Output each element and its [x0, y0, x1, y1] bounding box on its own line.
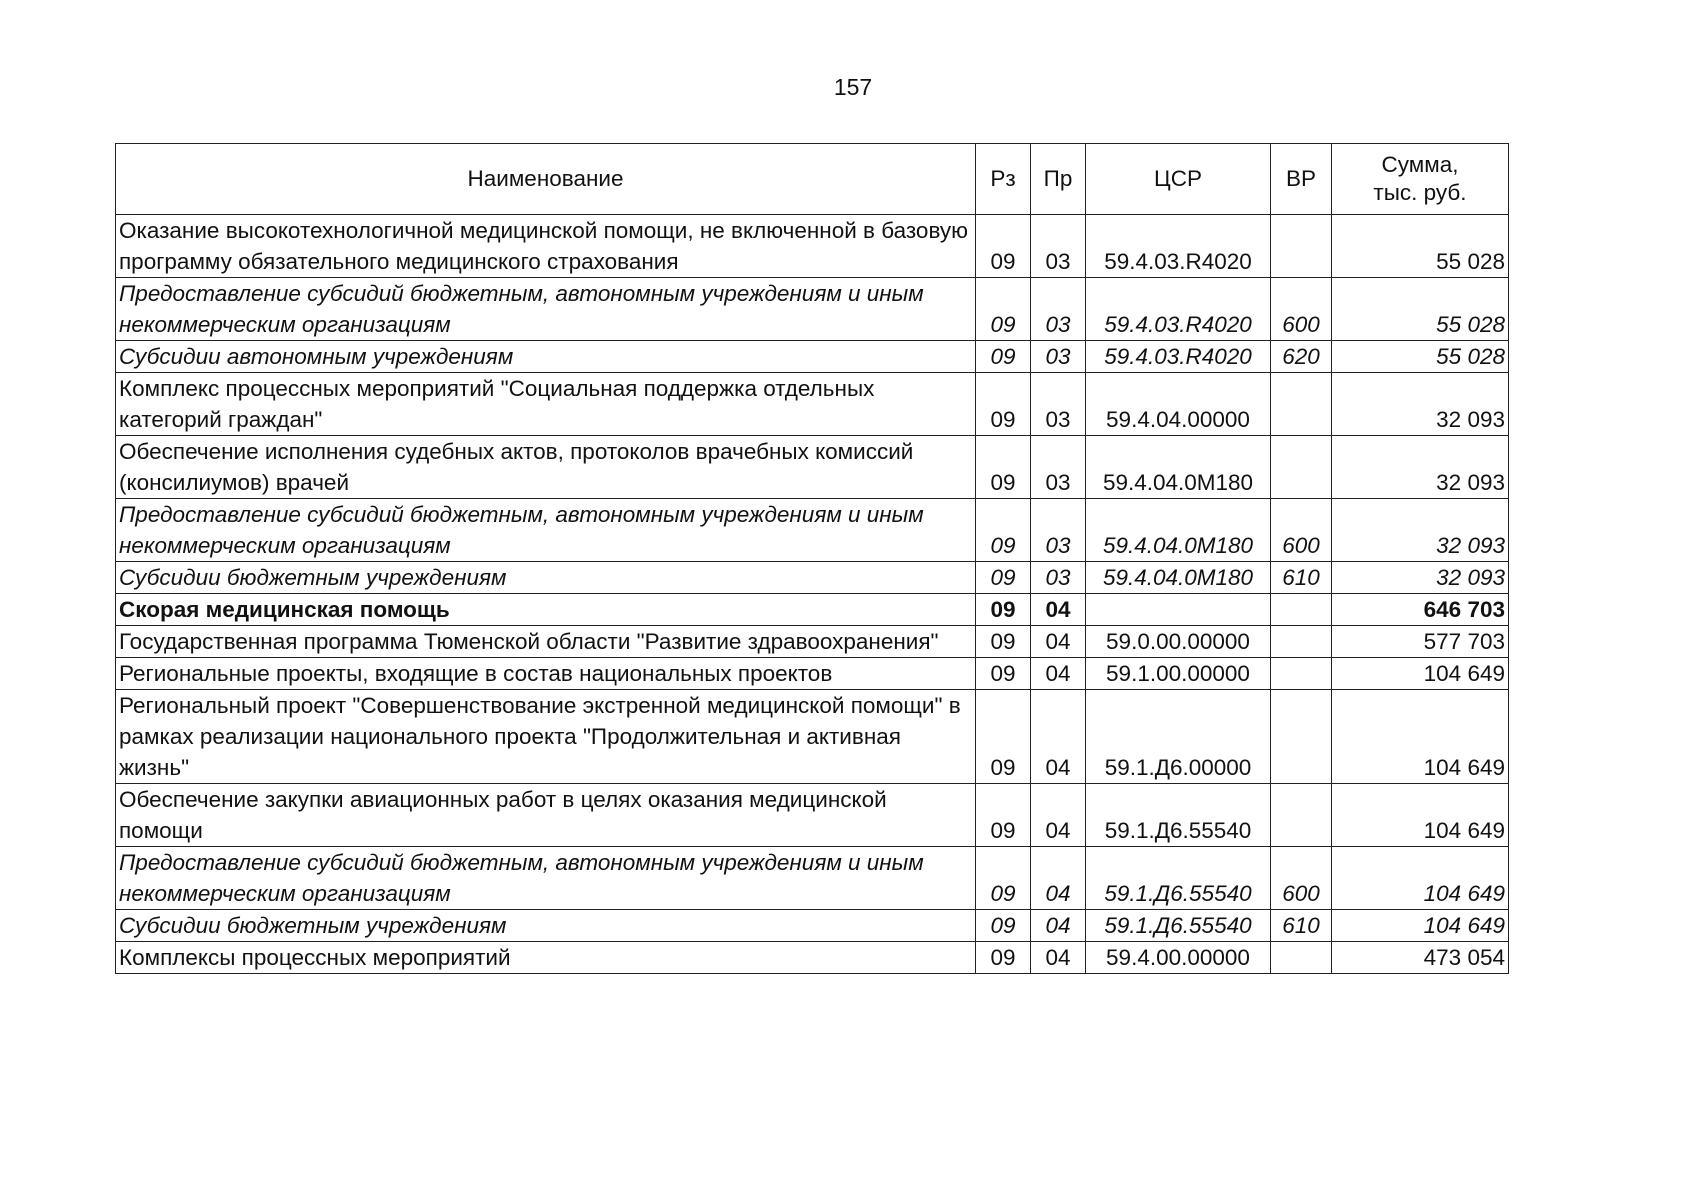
cell-vr — [1271, 594, 1332, 626]
table-row — [116, 562, 1509, 594]
cell-csr: 59.4.04.0М180 — [1086, 562, 1271, 594]
table-row — [116, 278, 1509, 341]
cell-rz: 09 — [976, 942, 1031, 974]
cell-pr: 04 — [1031, 658, 1086, 690]
table-row — [116, 499, 1509, 562]
table-row — [116, 373, 1509, 436]
cell-pr: 04 — [1031, 594, 1086, 626]
cell-name: Предоставление субсидий бюджетным, автономным учреждениям и иным некоммерческим организациям — [116, 499, 976, 562]
cell-rz: 09 — [976, 562, 1031, 594]
cell-sum: 55 028 — [1332, 341, 1509, 373]
cell-vr — [1271, 658, 1332, 690]
cell-pr: 03 — [1031, 278, 1086, 341]
table-row — [116, 341, 1509, 373]
cell-name: Скорая медицинская помощь — [116, 594, 976, 626]
cell-sum: 104 649 — [1332, 658, 1509, 690]
header-name: Наименование — [116, 144, 976, 215]
cell-vr: 610 — [1271, 562, 1332, 594]
cell-vr: 600 — [1271, 847, 1332, 910]
cell-sum: 55 028 — [1332, 215, 1509, 278]
cell-csr: 59.1.Д6.00000 — [1086, 690, 1271, 784]
cell-name: Субсидии бюджетным учреждениям — [116, 562, 976, 594]
table-header-row — [116, 144, 1509, 215]
cell-pr: 03 — [1031, 562, 1086, 594]
cell-pr: 04 — [1031, 784, 1086, 847]
cell-vr — [1271, 373, 1332, 436]
cell-csr: 59.4.03.R4020 — [1086, 278, 1271, 341]
table-row — [116, 658, 1509, 690]
cell-csr: 59.4.00.00000 — [1086, 942, 1271, 974]
header-sum-line1: Сумма, — [1381, 152, 1459, 177]
cell-name: Комплекс процессных мероприятий "Социальная поддержка отдельных категорий граждан" — [116, 373, 976, 436]
header-rz: Рз — [976, 144, 1031, 215]
cell-pr: 03 — [1031, 499, 1086, 562]
cell-pr: 03 — [1031, 215, 1086, 278]
table-row — [116, 436, 1509, 499]
cell-vr: 600 — [1271, 499, 1332, 562]
cell-rz: 09 — [976, 784, 1031, 847]
header-sum-line2: тыс. руб. — [1373, 180, 1467, 205]
table-row — [116, 942, 1509, 974]
cell-sum: 473 054 — [1332, 942, 1509, 974]
cell-name: Региональный проект "Совершенствование экстренной медицинской помощи" в рамках реализации национального проекта "Продолжительная и активная жизнь" — [116, 690, 976, 784]
cell-csr — [1086, 594, 1271, 626]
cell-name: Обеспечение закупки авиационных работ в целях оказания медицинской помощи — [116, 784, 976, 847]
cell-csr: 59.0.00.00000 — [1086, 626, 1271, 658]
cell-csr: 59.4.04.0М180 — [1086, 436, 1271, 499]
cell-pr: 04 — [1031, 942, 1086, 974]
cell-pr: 04 — [1031, 847, 1086, 910]
cell-name: Государственная программа Тюменской области "Развитие здравоохранения" — [116, 626, 976, 658]
cell-vr — [1271, 784, 1332, 847]
cell-name: Предоставление субсидий бюджетным, автономным учреждениям и иным некоммерческим организациям — [116, 278, 976, 341]
table-row — [116, 910, 1509, 942]
cell-rz: 09 — [976, 499, 1031, 562]
cell-vr — [1271, 436, 1332, 499]
budget-table — [115, 143, 1509, 974]
cell-csr: 59.4.03.R4020 — [1086, 215, 1271, 278]
cell-rz: 09 — [976, 594, 1031, 626]
cell-vr: 610 — [1271, 910, 1332, 942]
cell-name: Оказание высокотехнологичной медицинской помощи, не включенной в базовую программу обязательного медицинского страхования — [116, 215, 976, 278]
table-row — [116, 784, 1509, 847]
cell-csr: 59.1.00.00000 — [1086, 658, 1271, 690]
cell-pr: 04 — [1031, 626, 1086, 658]
cell-sum: 104 649 — [1332, 847, 1509, 910]
cell-rz: 09 — [976, 341, 1031, 373]
cell-pr: 04 — [1031, 910, 1086, 942]
cell-sum: 32 093 — [1332, 373, 1509, 436]
cell-vr: 620 — [1271, 341, 1332, 373]
header-sum — [1332, 144, 1509, 215]
cell-sum: 104 649 — [1332, 784, 1509, 847]
cell-csr: 59.1.Д6.55540 — [1086, 910, 1271, 942]
cell-name: Субсидии автономным учреждениям — [116, 341, 976, 373]
cell-sum: 32 093 — [1332, 436, 1509, 499]
cell-pr: 03 — [1031, 436, 1086, 499]
cell-csr: 59.4.04.00000 — [1086, 373, 1271, 436]
cell-rz: 09 — [976, 278, 1031, 341]
cell-rz: 09 — [976, 690, 1031, 784]
cell-sum: 577 703 — [1332, 626, 1509, 658]
cell-sum: 32 093 — [1332, 562, 1509, 594]
cell-vr — [1271, 942, 1332, 974]
cell-rz: 09 — [976, 910, 1031, 942]
cell-sum: 104 649 — [1332, 690, 1509, 784]
cell-csr: 59.4.03.R4020 — [1086, 341, 1271, 373]
cell-vr — [1271, 690, 1332, 784]
table-body — [116, 215, 1509, 974]
cell-name: Предоставление субсидий бюджетным, автономным учреждениям и иным некоммерческим организациям — [116, 847, 976, 910]
header-pr: Пр — [1031, 144, 1086, 215]
table-row — [116, 690, 1509, 784]
cell-pr: 03 — [1031, 373, 1086, 436]
table-row — [116, 594, 1509, 626]
cell-name: Обеспечение исполнения судебных актов, протоколов врачебных комиссий (консилиумов) врачей — [116, 436, 976, 499]
cell-rz: 09 — [976, 847, 1031, 910]
table-row — [116, 847, 1509, 910]
header-vr: ВР — [1271, 144, 1332, 215]
cell-name: Региональные проекты, входящие в состав национальных проектов — [116, 658, 976, 690]
cell-sum: 104 649 — [1332, 910, 1509, 942]
cell-pr: 03 — [1031, 341, 1086, 373]
cell-sum: 32 093 — [1332, 499, 1509, 562]
table-row — [116, 215, 1509, 278]
cell-vr — [1271, 215, 1332, 278]
cell-name: Субсидии бюджетным учреждениям — [116, 910, 976, 942]
cell-rz: 09 — [976, 215, 1031, 278]
header-csr: ЦСР — [1086, 144, 1271, 215]
cell-name: Комплексы процессных мероприятий — [116, 942, 976, 974]
cell-rz: 09 — [976, 626, 1031, 658]
cell-sum: 55 028 — [1332, 278, 1509, 341]
cell-rz: 09 — [976, 373, 1031, 436]
cell-pr: 04 — [1031, 690, 1086, 784]
cell-sum: 646 703 — [1332, 594, 1509, 626]
cell-vr — [1271, 626, 1332, 658]
cell-csr: 59.1.Д6.55540 — [1086, 784, 1271, 847]
table-row — [116, 626, 1509, 658]
cell-csr: 59.1.Д6.55540 — [1086, 847, 1271, 910]
cell-rz: 09 — [976, 436, 1031, 499]
cell-vr: 600 — [1271, 278, 1332, 341]
page-number: 157 — [833, 74, 873, 100]
cell-csr: 59.4.04.0М180 — [1086, 499, 1271, 562]
cell-rz: 09 — [976, 658, 1031, 690]
